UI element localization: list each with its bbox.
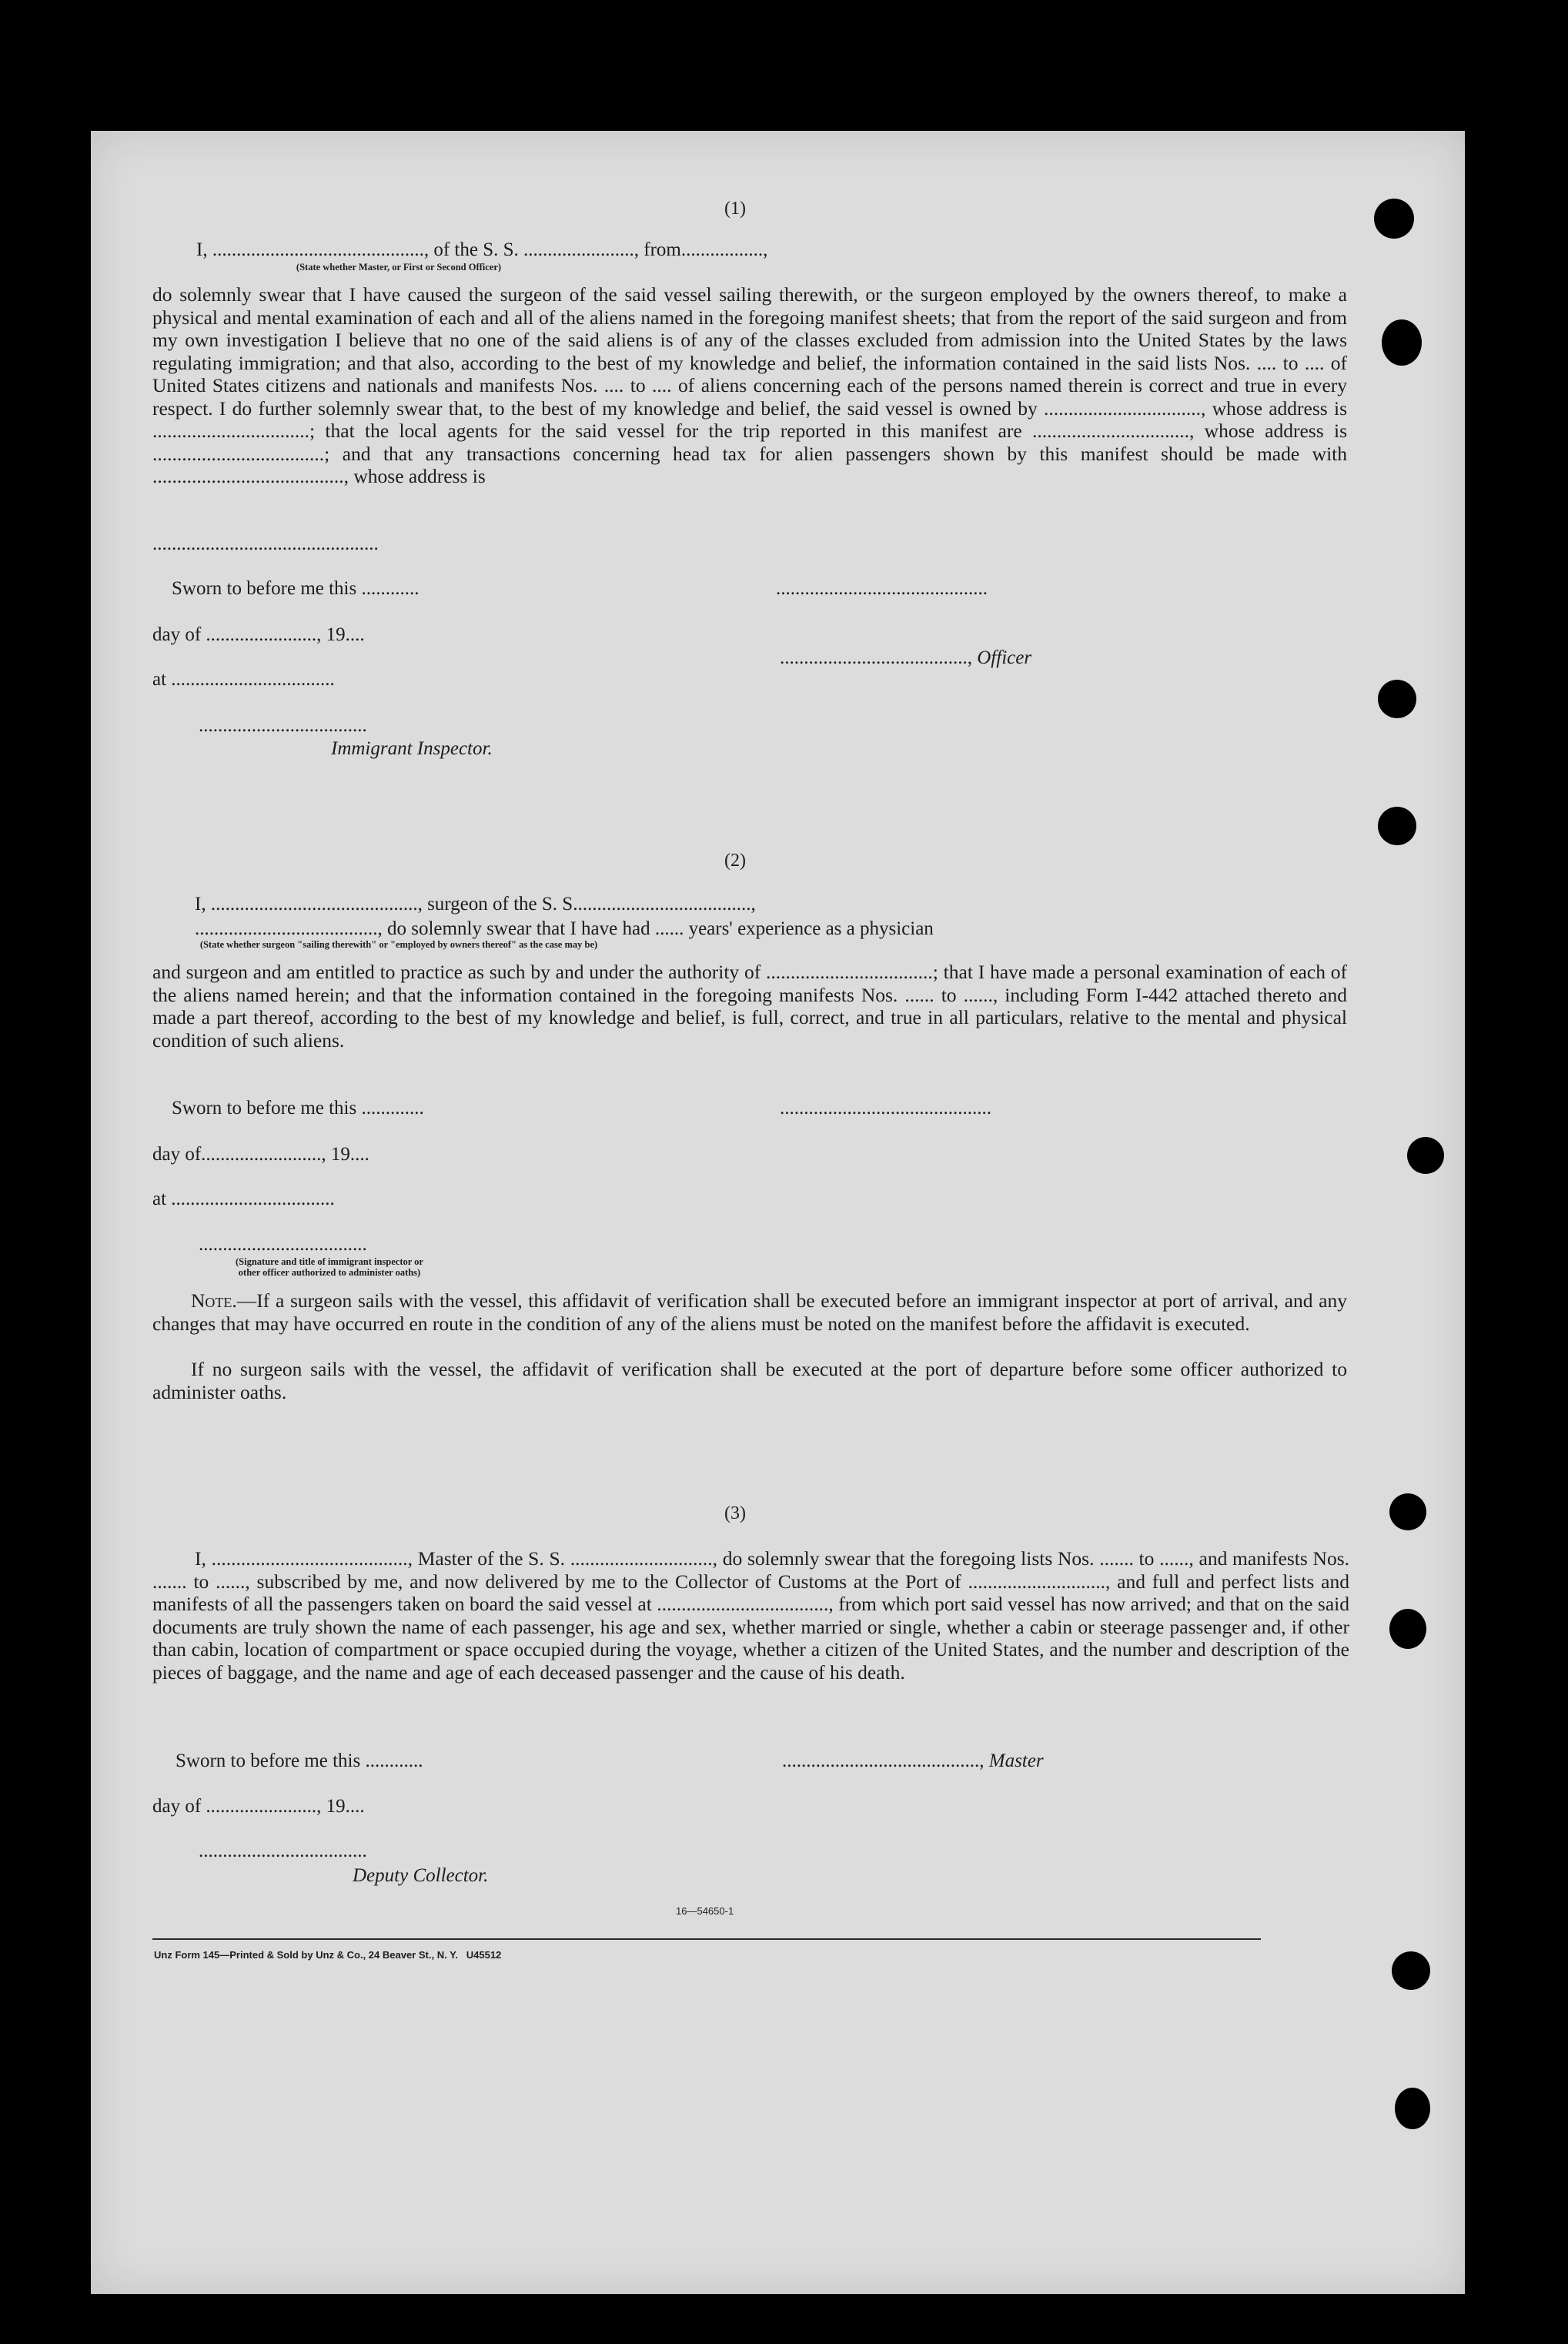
section1-number: (1) [724,199,746,219]
punch-hole [1389,1609,1426,1649]
section2-line1: I, ..........................................., surgeon of the S. S....................................., [195,894,756,915]
section2-paragraph: and surgeon and am entitled to practice as such by and under the authority of ..................................; that I have made a personal examination of each of the aliens named herein; and that the information contained in the foregoing manifests Nos. ...... to ......, including Form I-442 attached thereto and made a part thereof, according to the best of my knowledge and belief, is full, correct, and true in all particulars, relative to the mental and physical condition of such aliens. [152,961,1347,1052]
section2-line2-note: (State whether surgeon "sailing therewith" or "employed by owners thereof" as the case may be) [199,939,598,950]
punch-hole [1378,680,1416,718]
section1-day: day of ......................., 19.... [152,624,365,645]
section3-master-line: ........................................., Master [782,1750,1044,1771]
punch-hole [1395,2088,1430,2129]
punch-hole [1392,1951,1430,1990]
punch-hole [1374,199,1414,239]
section2-number: (2) [724,851,746,871]
section2-at: at .................................. [152,1189,335,1209]
section1-at: at .................................. [152,669,335,690]
section2-line2: ......................................, do solemnly swear that I have had ...... years' experience as a physician [195,918,934,939]
section2-signature-line: ............................................ [780,1098,991,1118]
section3-collector-line: ................................... [199,1841,367,1861]
section3-number: (3) [724,1503,746,1523]
section3-day: day of ......................., 19.... [152,1796,365,1817]
section1-officer-line: ......................................., Officer [780,647,1032,668]
section3-paragraph: I, ........................................, Master of the S. S. ............................., do solemnly swear that the foregoing lists Nos. ....... to ......, and manifests Nos. ....... to ......, subscribed by me, and now delivered by me to the Collector of Customs at the Port of ............................, and full and perfect lists and manifests of all the passengers taken on board the said vessel at ..................................., from which port said vessel has now arrived; and that on the said documents are truly shown the name of each passenger, his age and sex, whether married or single, whether a cabin or steerage passenger and, if other than cabin, location of compartment or space occupied during the voyage, whether a citizen of the United States, and the number and description of the pieces of baggage, and the name and age of each deceased passenger and the cause of his death. [152,1547,1349,1684]
section1-signature-line: ............................................ [776,578,988,599]
section2-sworn: Sworn to before me this ............. [172,1098,424,1118]
punch-hole [1407,1137,1444,1174]
section2-note-2: If no surgeon sails with the vessel, the affidavit of verification shall be executed at the port of departure before some officer authorized to administer oaths. [152,1358,1347,1403]
section1-line1: I, ............................................, of the S. S. ......................., from................., [196,239,768,260]
section1-paragraph: do solemnly swear that I have caused the surgeon of the said vessel sailing therewith, or the surgeon employed by the owners thereof, to make a physical and mental examination of each and all of the aliens named in the foregoing manifest sheets; that from the report of the said surgeon and from my own investigation I believe that no one of the said aliens is of any of the classes excluded from admission into the United States by the laws regulating immigration; and that also, according to the best of my knowledge and belief, the information contained in the said lists Nos. .... to .... of United States citizens and nationals and manifests Nos. .... to .... of aliens concerning each of the persons named therein is correct and true in every respect. I do further solemnly swear that, to the best of my knowledge and belief, the said vessel is owned by ................................, whose address is ................................; that the local agents for the said vessel for the trip reported in this manifest are ................................, whose address is ...................................; and that any transactions concerning head tax for alien passengers shown by this manifest should be made with ......................................., whose address is [152,283,1347,487]
section2-inspector-line: ................................... [199,1234,367,1255]
footer-imprint: Unz Form 145—Printed & Sold by Unz & Co., 24 Beaver St., N. Y. U45512 [154,1949,502,1961]
section3-collector-label: Deputy Collector. [353,1865,489,1886]
form-page [91,131,1465,2294]
section2-inspector-note: (Signature and title of immigrant inspector or other officer authorized to administer oaths) [236,1256,423,1278]
section1-inspector-line: ................................... [199,715,367,736]
punch-hole [1382,319,1422,366]
note-text: —If a surgeon sails with the vessel, this affidavit of verification shall be executed before an immigrant inspector at port of arrival, and any changes that may have occurred en route in the condition of any of the aliens must be noted on the manifest before the affidavit is executed. [152,1289,1347,1335]
section2-day: day of........................., 19.... [152,1144,369,1165]
punch-hole [1378,807,1416,845]
punch-hole [1389,1493,1426,1530]
footer-rule [152,1938,1261,1940]
section3-sworn: Sworn to before me this ............ [176,1750,423,1771]
officer-label: Officer [977,647,1032,668]
master-label: Master [988,1750,1044,1771]
section1-sworn: Sworn to before me this ............ [172,578,420,599]
section2-note [152,1289,1347,1335]
form-number: 16—54650-1 [676,1905,734,1917]
section1-trailing-dots: ............................................... [152,533,379,554]
section1-inspector-label: Immigrant Inspector. [331,738,493,759]
section1-line1-note: (State whether Master, or First or Second Officer) [296,262,502,273]
note-label: Note. [191,1289,237,1312]
